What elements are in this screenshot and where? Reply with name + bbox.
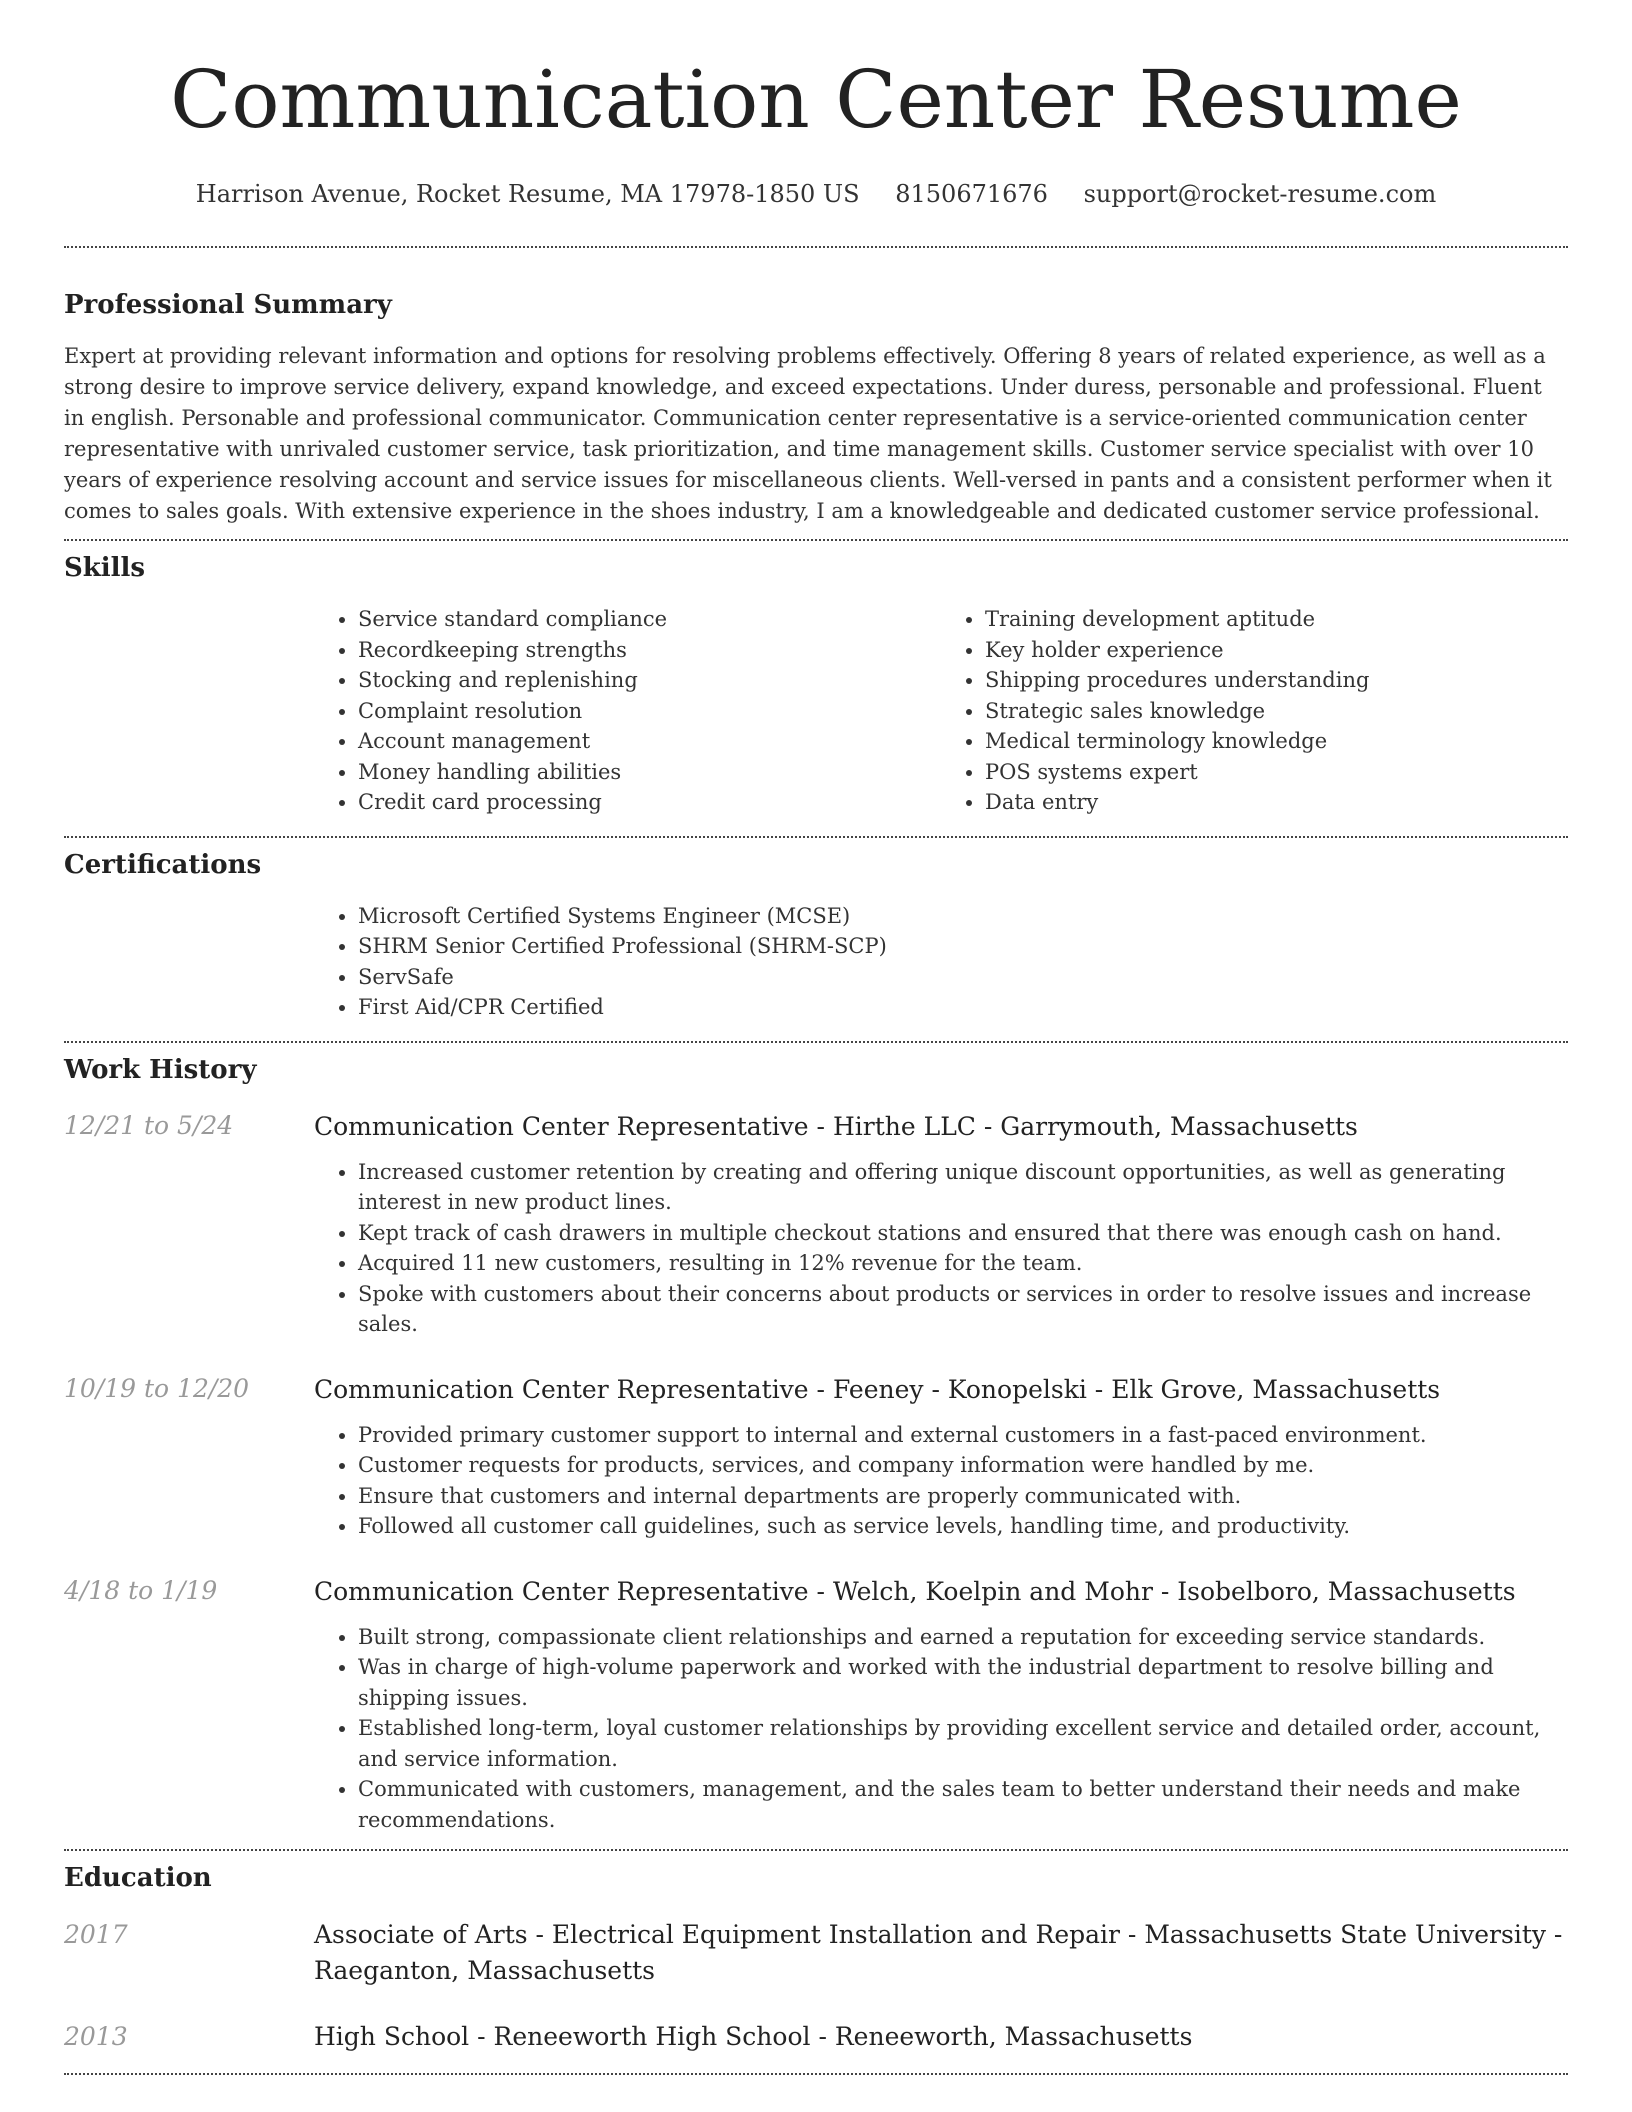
job-company: - Hirthe LLC - Garrymouth, Massachusetts xyxy=(808,1111,1358,1141)
job-header xyxy=(64,1109,1568,1144)
education-year: 2013 xyxy=(64,2022,128,2051)
certification-item: • SHRM Senior Certified Professional (SHRM-SCP) xyxy=(358,931,1568,962)
skill-item: • Credit card processing xyxy=(358,787,941,818)
job-title xyxy=(314,1109,1568,1144)
education-degree: High School xyxy=(314,2022,470,2051)
education-heading: Education xyxy=(64,1863,212,1893)
job-header xyxy=(64,1574,1568,1609)
job-bullet: • Ensure that customers and internal departments are properly communicated with. xyxy=(358,1481,1568,1512)
divider xyxy=(64,539,1568,541)
job-bullet: • Spoke with customers about their concerns about products or services in order to resolve issues and increase sales. xyxy=(358,1279,1568,1340)
education-school: - Reneeworth High School - Reneeworth, Massachusetts xyxy=(469,2022,1193,2051)
education-section xyxy=(64,1861,1568,2055)
skills-list-right xyxy=(941,604,1568,818)
divider xyxy=(64,836,1568,838)
skill-item: • Data entry xyxy=(985,787,1568,818)
certification-item: • Microsoft Certified Systems Engineer (MCSE) xyxy=(358,901,1568,932)
skills-heading: Skills xyxy=(64,553,146,583)
skill-item: • Shipping procedures understanding xyxy=(985,665,1568,696)
skill-item: • Recordkeeping strengths xyxy=(358,635,941,666)
job-role: Communication Center Representative xyxy=(314,1111,809,1141)
skills-columns xyxy=(314,604,1568,818)
skill-item: • Key holder experience xyxy=(985,635,1568,666)
divider xyxy=(64,2073,1568,2075)
job-company: - Feeney - Konopelski - Elk Grove, Massachusetts xyxy=(808,1374,1441,1404)
job-bullet: • Provided primary customer support to internal and external customers in a fast-paced environment. xyxy=(358,1420,1568,1451)
job-bullet: • Customer requests for products, services, and company information were handled by me. xyxy=(358,1450,1568,1481)
job-title xyxy=(314,1372,1568,1407)
skill-item: • Service standard compliance xyxy=(358,604,941,635)
job-bullet: • Established long-term, loyal customer relationships by providing excellent service and detailed order, account, and service information. xyxy=(358,1713,1568,1774)
job-role: Communication Center Representative xyxy=(314,1374,809,1404)
contact-phone: 8150671676 xyxy=(895,180,1048,208)
education-school: - Massachusetts State University - Raeganton, Massachusetts xyxy=(314,1920,1563,1985)
skill-item: • Training development aptitude xyxy=(985,604,1568,635)
skill-item: • Stocking and replenishing xyxy=(358,665,941,696)
divider xyxy=(64,1849,1568,1851)
skill-item: • Complaint resolution xyxy=(358,696,941,727)
job-bullets xyxy=(314,1622,1568,1836)
skill-item: • Money handling abilities xyxy=(358,757,941,788)
skill-item: • Account management xyxy=(358,726,941,757)
work-heading: Work History xyxy=(64,1054,257,1085)
job-company: - Welch, Koelpin and Mohr - Isobelboro, Massachusetts xyxy=(808,1576,1516,1606)
contact-line xyxy=(64,178,1568,210)
certifications-section xyxy=(64,848,1568,1023)
skill-item: • Medical terminology knowledge xyxy=(985,726,1568,757)
job-role: Communication Center Representative xyxy=(314,1576,809,1606)
job-entry xyxy=(64,1109,1568,1340)
certifications-list xyxy=(314,901,1568,1023)
job-dates: 10/19 to 12/20 xyxy=(64,1373,250,1403)
job-dates: 4/18 to 1/19 xyxy=(64,1575,218,1605)
job-bullet: • Kept track of cash drawers in multiple checkout stations and ensured that there was enough cash on hand. xyxy=(358,1218,1568,1249)
certification-item: • First Aid/CPR Certified xyxy=(358,992,1568,1023)
job-bullet: • Acquired 11 new customers, resulting in 12% revenue for the team. xyxy=(358,1248,1568,1279)
summary-text: Expert at providing relevant information and options for resolving problems effectively. Offering 8 years of related experience, as well as a strong desire to improve service delivery, expand knowledge, and exceed expectations. Under duress, personable and professional. Fluent in english. Personable and professional communicator. Communication center representative is a service-oriented communication center representative with unrivaled customer service, task prioritization, and time management skills. Customer service specialist with over 10 years of experience resolving account and service issues for miscellaneous clients. Well-versed in pants and a consistent performer when it comes to sales goals. With extensive experience in the shoes industry, I am a knowledgeable and dedicated customer service professional. xyxy=(64,344,1552,523)
skills-list-left xyxy=(314,604,941,818)
education-entry xyxy=(64,1917,1568,1989)
certifications-heading: Certifications xyxy=(64,849,262,880)
education-title xyxy=(314,2019,1568,2055)
job-entry xyxy=(64,1372,1568,1542)
education-degree: Associate of Arts - Electrical Equipment Installation and Repair xyxy=(314,1920,1120,1949)
job-bullets xyxy=(314,1157,1568,1340)
divider xyxy=(64,1041,1568,1043)
education-title xyxy=(314,1917,1568,1989)
job-header xyxy=(64,1372,1568,1407)
resume-title: Communication Center Resume xyxy=(170,53,1462,146)
resume-page xyxy=(64,0,1568,2075)
job-bullet: • Was in charge of high-volume paperwork and worked with the industrial department to resolve billing and shipping issues. xyxy=(358,1652,1568,1713)
job-bullet: • Followed all customer call guidelines, such as service levels, handling time, and productivity. xyxy=(358,1511,1568,1542)
job-bullet: • Increased customer retention by creating and offering unique discount opportunities, as well as generating interest in new product lines. xyxy=(358,1157,1568,1218)
skill-item: • Strategic sales knowledge xyxy=(985,696,1568,727)
job-entry xyxy=(64,1574,1568,1836)
skill-item: • POS systems expert xyxy=(985,757,1568,788)
education-year: 2017 xyxy=(64,1920,128,1949)
contact-address: Harrison Avenue, Rocket Resume, MA 17978-1850 US xyxy=(195,180,860,208)
summary-heading: Professional Summary xyxy=(64,290,392,320)
job-bullet: • Communicated with customers, management, and the sales team to better understand their needs and make recommendations. xyxy=(358,1774,1568,1835)
education-entry xyxy=(64,2019,1568,2055)
job-bullets xyxy=(314,1420,1568,1542)
certification-item: • ServSafe xyxy=(358,962,1568,993)
contact-email: support@rocket-resume.com xyxy=(1083,180,1437,208)
work-section xyxy=(64,1053,1568,1836)
job-dates: 12/21 to 5/24 xyxy=(64,1110,234,1140)
job-bullet: • Built strong, compassionate client relationships and earned a reputation for exceeding service standards. xyxy=(358,1622,1568,1653)
summary-section xyxy=(64,288,1568,527)
divider xyxy=(64,246,1568,248)
job-title xyxy=(314,1574,1568,1609)
skills-section xyxy=(64,551,1568,818)
